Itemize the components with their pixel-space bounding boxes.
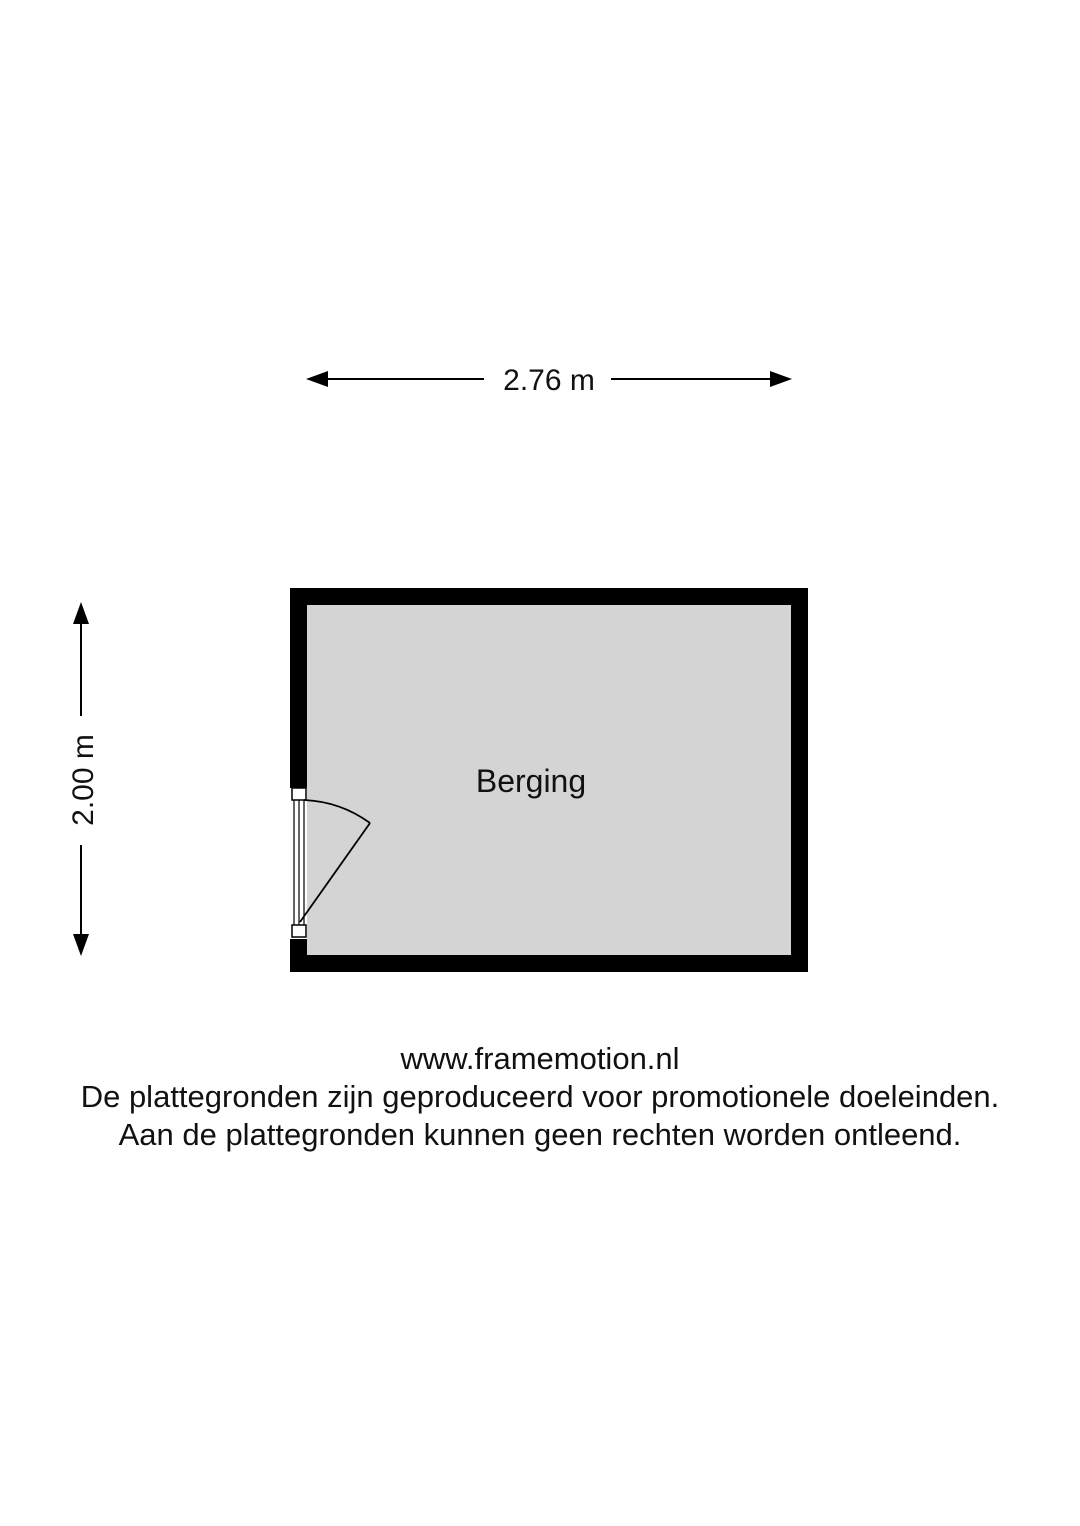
room-berging (290, 588, 808, 972)
room-label: Berging (475, 763, 587, 799)
disclaimer-footer (0, 1040, 1080, 1154)
width-arrow-left-icon (306, 371, 328, 387)
height-arrow-up-icon (73, 602, 89, 624)
width-arrow-right-icon (770, 371, 792, 387)
door-frame-bottom (292, 925, 306, 937)
height-dimension (67, 602, 100, 956)
website-link[interactable]: www.framemotion.nl (400, 1041, 680, 1076)
height-arrow-down-icon (73, 934, 89, 956)
door-frame-top (292, 788, 306, 800)
height-dimension-label: 2.00 m (67, 734, 100, 826)
disclaimer-line-1: De plattegronden zijn geproduceerd voor promotionele doeleinden. (80, 1079, 1000, 1114)
width-dimension (306, 364, 792, 397)
disclaimer-line-2: Aan de plattegronden kunnen geen rechten worden ontleend. (118, 1117, 962, 1152)
width-dimension-label: 2.76 m (503, 364, 595, 397)
